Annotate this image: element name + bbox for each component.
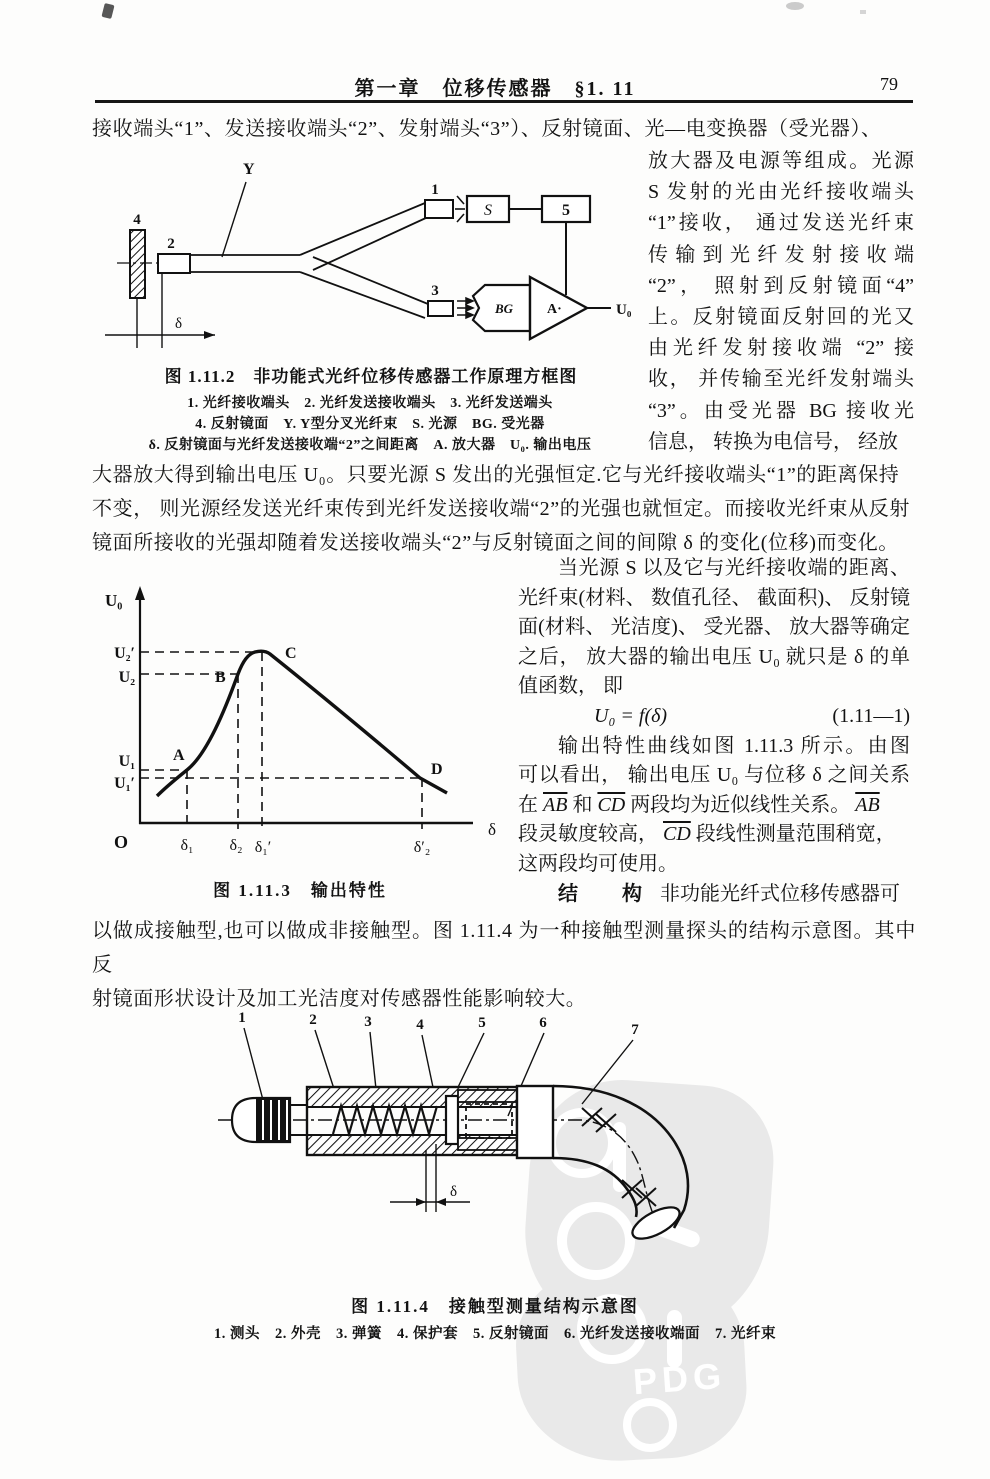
pdg-watermark-text: PDG	[631, 1354, 728, 1403]
figure-1-11-2-diagram	[95, 158, 645, 363]
segment-ab: $\overline{AB}$	[855, 793, 880, 816]
paragraph-1: 接收端头“1”、发送接收端头“2”、发射端头“3”）、反射镜面、光—电变换器（受光器）、	[92, 118, 882, 140]
fig3-point-c: C	[285, 645, 297, 662]
text-line: 光纤束(材料、 数值孔径、 截面积)、 反射镜	[518, 586, 910, 609]
text-line: 之后， 放大器的输出电压 U₀ 就只是 δ 的单	[518, 645, 910, 668]
figure-1-11-2-caption: 图 1.11.2 非功能式光纤位移传感器工作原理方框图	[164, 367, 578, 386]
fig2-label-s: S	[484, 202, 492, 219]
header-rule	[95, 100, 913, 103]
text-line: 结 构 非功能光纤式位移传感器可	[518, 880, 910, 910]
fig3-tick-u1p: U₁′	[114, 775, 135, 792]
fiber-end-1	[425, 200, 453, 218]
segment-ab: $\overline{AB}$	[543, 793, 568, 816]
right-column-1	[648, 146, 914, 458]
fig2-label-u0: U₀	[616, 302, 632, 318]
fig2-label-a: A·	[547, 302, 562, 317]
fig3-origin: O	[113, 832, 129, 852]
fig4-label-6: 6	[539, 1015, 547, 1031]
fig3-tick-d2: δ₂	[229, 837, 243, 854]
text-line: S 发射的光由光纤接收端头	[648, 181, 914, 204]
fiber-end-3	[428, 301, 453, 316]
fig3-xlabel: δ	[488, 820, 497, 839]
scan-artifact	[860, 10, 866, 14]
text-line: 输出特性曲线如图 1.11.3 所示。由图	[558, 734, 910, 757]
fig3-point-d: D	[431, 761, 443, 778]
figure-1-11-2-legend: 4. 反射镜面 Y. Y型分叉光纤束 S. 光源 BG. 受光器	[195, 417, 545, 432]
fig3-tick-u2p: U₂′	[114, 645, 135, 662]
page-number: 79	[880, 74, 898, 94]
scan-artifact	[786, 2, 804, 10]
fig2-label-1: 1	[431, 182, 439, 198]
fiber-end-2	[158, 254, 190, 273]
fiber-tube-inner	[553, 1158, 637, 1217]
output-curve	[157, 651, 447, 796]
fig3-point-a: A	[173, 747, 185, 764]
text-line: 上。反射镜面反射回的光又	[648, 306, 914, 329]
figure-1-11-4-caption: 图 1.11.4 接触型测量结构示意图	[351, 1297, 639, 1316]
text-line: 值函数， 即	[518, 675, 623, 698]
text-line: “2”， 照射到反射镜面“4”	[648, 274, 914, 297]
text-line: 不变， 则光源经发送光纤束传到光纤发送接收端“2”的光强也就恒定。而接收光纤束从反射	[92, 498, 910, 520]
fig3-tick-u2: U₂	[118, 669, 135, 686]
text-line: 放大器及电源等组成。光源	[648, 150, 914, 172]
chapter-header: 第一章 位移传感器 §1. 11	[354, 78, 636, 100]
inner-wall-top	[458, 1090, 518, 1102]
probe-tip	[256, 1098, 290, 1142]
text-line: 段灵敏度较高， $\overline{CD}$ 段线性测量范围稍宽，	[518, 823, 896, 846]
fig2-label-4: 4	[133, 212, 141, 228]
fig2-label-y: Y	[243, 161, 255, 178]
mirror-chamber-dashed	[466, 1104, 512, 1138]
fig4-label-delta: δ	[450, 1184, 458, 1200]
light-rays	[455, 196, 465, 222]
fig3-tick-d1p: δ₁′	[254, 839, 272, 856]
fig3-tick-d2p: δ′₂	[413, 839, 431, 856]
y-fiber-bundle	[190, 203, 428, 318]
fig2-label-5: 5	[562, 202, 570, 219]
fig4-label-5: 5	[478, 1015, 486, 1031]
segment-cd: $\overline{CD}$	[597, 793, 626, 816]
fig2-label-bg: BG	[494, 301, 514, 316]
light-arrows	[457, 298, 473, 318]
fig4-label-7: 7	[631, 1022, 639, 1038]
text-line: 当光源 S 以及它与光纤接收端的距离、	[558, 557, 910, 579]
fig3-ylabel: U₀	[105, 591, 123, 610]
text-line: 镜面所接收的光强却随着发送接收端头“2”与反射镜面之间的间隙 δ 的变化(位移)而变化。	[92, 532, 899, 554]
fig4-label-2: 2	[309, 1012, 317, 1028]
fig4-label-4: 4	[416, 1017, 424, 1033]
fig2-label-2: 2	[167, 236, 175, 252]
fig3-tick-u1: U₁	[118, 753, 135, 770]
text-line: 传输到光纤发射接收端	[648, 243, 914, 266]
paragraph-2	[92, 458, 916, 560]
text-line: 大器放大得到输出电压 U₀。只要光源 S 发出的光强恒定.它与光纤接收端头“1”的距离保持	[92, 464, 900, 486]
right-column-2	[518, 554, 910, 909]
fig4-label-3: 3	[364, 1014, 372, 1030]
scan-artifact	[101, 3, 114, 19]
figure-1-11-3-caption: 图 1.11.3 输出特性	[213, 881, 387, 900]
fig3-point-b: B	[215, 669, 226, 686]
fig2-label-3: 3	[431, 283, 439, 299]
figure-1-11-4-diagram	[150, 1000, 820, 1300]
fig4-label-1: 1	[238, 1010, 246, 1026]
text-line: “3”。由受光器 BG 接收光	[648, 399, 914, 422]
text-line: 可以看出， 输出电压 U₀ 与位移 δ 之间关系	[518, 764, 910, 787]
fig3-tick-d1: δ₁	[180, 837, 194, 854]
fig2-label-delta: δ	[175, 316, 183, 332]
text-line: “1”接收， 通过发送光纤束	[648, 212, 914, 235]
inner-wall-bottom	[458, 1138, 518, 1150]
dashed-guides	[140, 652, 422, 829]
figure-1-11-4-legend: 1. 测头 2. 外壳 3. 弹簧 4. 保护套 5. 反射镜面 6. 光纤发送接收端面 7. 光纤束	[214, 1326, 776, 1342]
equation-expression: U₀ = f(δ)	[594, 704, 668, 727]
segment-cd: $\overline{CD}$	[663, 823, 691, 846]
equation-line	[518, 702, 910, 732]
coupler	[517, 1086, 553, 1158]
text-line: 信息， 转换为电信号， 经放	[648, 430, 898, 453]
figure-1-11-2-legend: δ. 反射镜面与光纤发送接收端“2”之间距离 A. 放大器 U₀. 输出电压	[148, 438, 592, 453]
structure-heading: 结	[558, 882, 578, 905]
figure-1-11-2-legend: 1. 光纤接收端头 2. 光纤发送接收端头 3. 光纤发送端头	[187, 396, 553, 411]
text-line: 射镜面形状设计及加工光洁度对传感器性能影响较大。	[92, 988, 587, 1010]
text-line: 以做成接触型,也可以做成非接触型。图 1.11.4 为一种接触型测量探头的结构示意图。其中反	[92, 920, 916, 976]
mirror-4	[130, 230, 145, 298]
figure-1-11-3-chart	[95, 572, 505, 872]
equation-number: (1.11—1)	[832, 704, 910, 727]
text-line: 收， 并传输至光纤发射端头	[648, 368, 914, 391]
text-line: 面(材料、 光洁度)、 受光器、 放大器等确定	[518, 616, 910, 639]
text-line: 由光纤发射接收端 “2” 接	[648, 337, 914, 360]
protective-sleeve	[446, 1096, 458, 1144]
text-line: 在 $\overline{AB}$ 和 $\overline{CD}$ 两段均为近似线性关系。 $\overline{AB}$	[518, 793, 880, 816]
text-line: 这两段均可使用。	[518, 852, 678, 875]
